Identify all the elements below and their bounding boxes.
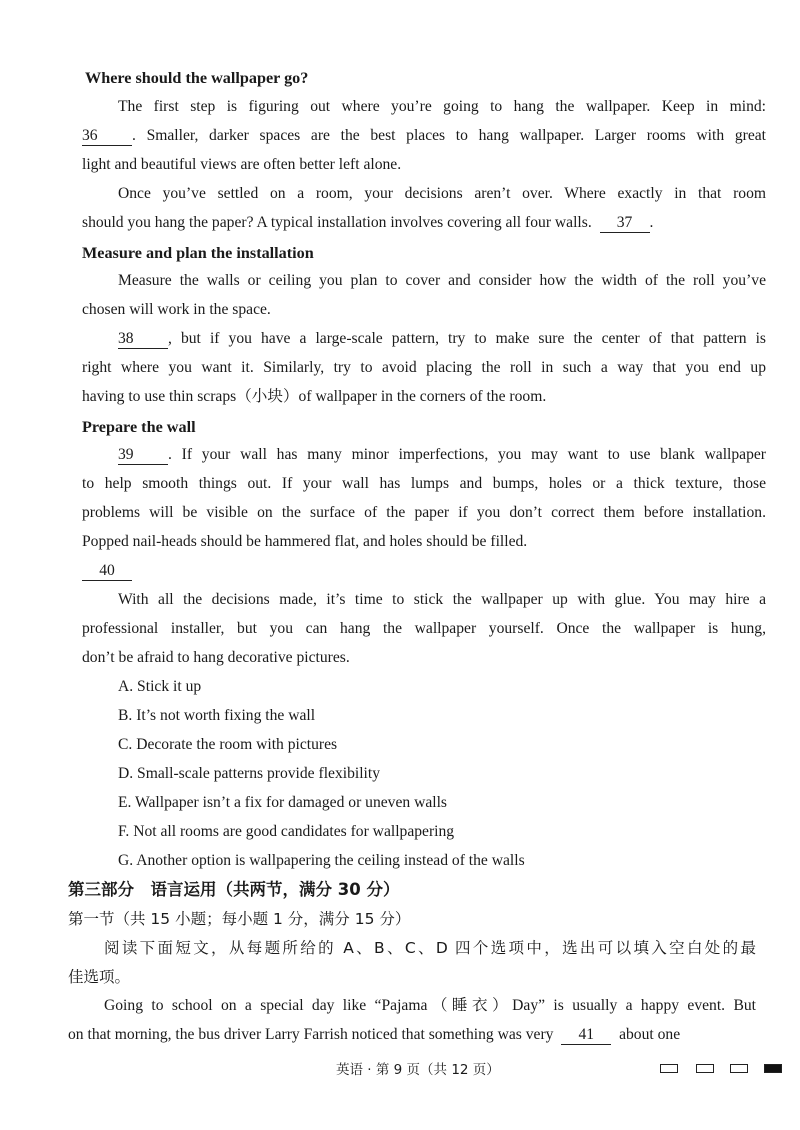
part3-instruction: 佳选项。 — [68, 968, 131, 986]
option-e: E. Wallpaper isn’t a fix for damaged or uneven walls — [118, 794, 447, 811]
answer-box-icon — [696, 1064, 714, 1073]
answer-blank-40[interactable]: 40 — [82, 562, 132, 581]
option-g: G. Another option is wallpapering the ceiling instead of the walls — [118, 852, 525, 869]
answer-box-icon — [730, 1064, 748, 1073]
paragraph-line: Once you’ve settled on a room, your decisions aren’t over. Where exactly in that room — [118, 185, 766, 202]
paragraph-line: The first step is figuring out where you’re going to hang the wallpaper. Keep in mind: — [118, 98, 766, 115]
part3-title: 第三部分 语言运用（共两节，满分 30 分） — [68, 880, 400, 899]
paragraph-line: right where you want it. Similarly, try to avoid placing the roll in such a way that you end up — [82, 359, 766, 376]
paragraph-line: Measure the walls or ceiling you plan to cover and consider how the width of the roll you’ve — [118, 272, 766, 289]
paragraph-line: Popped nail-heads should be hammered flat, and holes should be filled. — [82, 533, 528, 550]
paragraph-line: Going to school on a special day like “Pajama（睡衣）Day” is usually a happy event. But — [104, 997, 756, 1014]
paragraph-line: 39 . If your wall has many minor imperfections, you may want to use blank wallpaper — [118, 446, 766, 463]
paragraph-line: light and beautiful views are often better left alone. — [82, 156, 402, 173]
paragraph-line: on that morning, the bus driver Larry Farrish noticed that something was very 41 about one — [68, 1026, 681, 1043]
part3-subtitle: 第一节（共 15 小题；每小题 1 分，满分 15 分） — [68, 910, 411, 928]
paragraph-line: don’t be afraid to hang decorative pictures. — [82, 649, 350, 666]
answer-blank-41[interactable]: 41 — [561, 1026, 611, 1045]
part3-instruction: 阅读下面短文，从每题所给的 A、B、C、D 四个选项中，选出可以填入空白处的最 — [104, 939, 756, 957]
paragraph-line: chosen will work in the space. — [82, 301, 271, 318]
paragraph-line: 38 , but if you have a large-scale pattern, try to make sure the center of that pattern is — [118, 330, 766, 347]
answer-blank-36[interactable]: 36 — [82, 127, 132, 146]
option-c: C. Decorate the room with pictures — [118, 736, 338, 753]
heading-blank-line — [82, 560, 132, 582]
answer-blank-39[interactable]: 39 — [118, 446, 168, 465]
option-d: D. Small-scale patterns provide flexibility — [118, 765, 380, 782]
answer-box-icon — [660, 1064, 678, 1073]
page-number: 英语 · 第 9 页（共 12 页） — [336, 1062, 500, 1078]
option-a: A. Stick it up — [118, 678, 202, 695]
section-heading-prepare: Prepare the wall — [82, 418, 196, 436]
filled-box-icon — [764, 1064, 782, 1073]
answer-blank-38[interactable]: 38 — [118, 330, 168, 349]
paragraph-line: problems will be visible on the surface of the paper if you don’t correct them before installation. — [82, 504, 766, 521]
section-heading-measure: Measure and plan the installation — [82, 244, 314, 262]
answer-blank-37[interactable]: 37 — [600, 214, 650, 233]
paragraph-line: 36 . Smaller, darker spaces are the best places to hang wallpaper. Larger rooms with great — [82, 127, 766, 144]
paragraph-line: to help smooth things out. If your wall has lumps and bumps, holes or a thick texture, those — [82, 475, 766, 492]
option-f: F. Not all rooms are good candidates for wallpapering — [118, 823, 455, 840]
section-heading-where: Where should the wallpaper go? — [85, 69, 309, 87]
paragraph-line: With all the decisions made, it’s time to stick the wallpaper up with glue. You may hire a — [118, 591, 766, 608]
paragraph-line: professional installer, but you can hang the wallpaper yourself. Once the wallpaper is hung, — [82, 620, 766, 637]
paragraph-line: having to use thin scraps（小块）of wallpaper in the corners of the room. — [82, 388, 547, 405]
paragraph-line: should you hang the paper? A typical installation involves covering all four walls. 37 . — [82, 214, 654, 231]
option-b: B. It’s not worth fixing the wall — [118, 707, 316, 724]
